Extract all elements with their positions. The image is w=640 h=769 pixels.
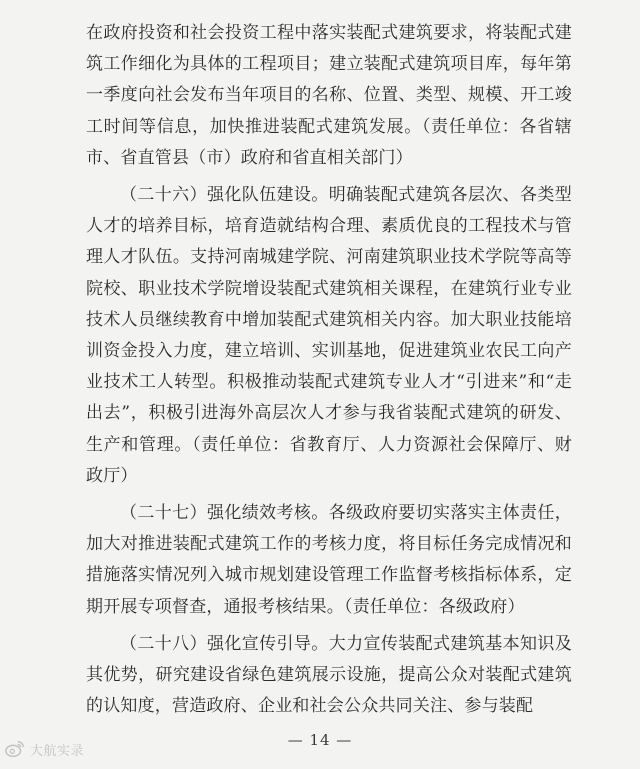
paragraph-section-27: （二十七）强化绩效考核。各级政府要切实落实主体责任，加大对推进装配式建筑工作的考核力度，将目标任务完成情况和措施落实情况列入城市规划建设管理工作监督考核指标体系，定期开展专项督查，通报考核结果。（责任单位：各级政府） xyxy=(86,503,572,617)
page-number: — 14 — xyxy=(287,731,353,749)
weibo-logo-icon xyxy=(4,738,26,760)
document-body xyxy=(86,18,572,722)
watermark-text: 大航实录 xyxy=(30,743,85,759)
watermark xyxy=(4,738,84,760)
paragraph-section-28: （二十八）强化宣传引导。大力宣传装配式建筑基本知识及其优势，研究建设省绿色建筑展示设施，提高公众对装配式建筑的认知度，营造政府、企业和社会公众共同关注、参与装配 xyxy=(86,633,572,717)
paragraph-section-26: （二十六）强化队伍建设。明确装配式建筑各层次、各类型人才的培养目标，培育造就结构合理、素质优良的工程技术与管理人才队伍。支持河南城建学院、河南建筑职业技术学院等高等院校、职业技术学院增设装配式建筑相关课程，在建筑行业专业技术人员继续教育中增加装配式建筑相关内容。加大职业技能培训资金投入力度，建立培训、实训基地，促进建筑业农民工向产业技术工人转型。积极推动装配式建筑专业人才“引进来”和“走出去”，积极引进海外高层次人才参与我省装配式建筑的研发、生产和管理。（责任单位：省教育厅、人力资源社会保障厅、财政厅） xyxy=(86,185,572,486)
paragraph-continued: 在政府投资和社会投资工程中落实装配式建筑要求，将装配式建筑工作细化为具体的工程项目；建立装配式建筑项目库，每年第一季度向社会发布当年项目的名称、位置、类型、规模、开工竣工时间等信息，加快推进装配式建筑发展。（责任单位：各省辖市、省直管县（市）政府和省直相关部门） xyxy=(86,23,572,168)
